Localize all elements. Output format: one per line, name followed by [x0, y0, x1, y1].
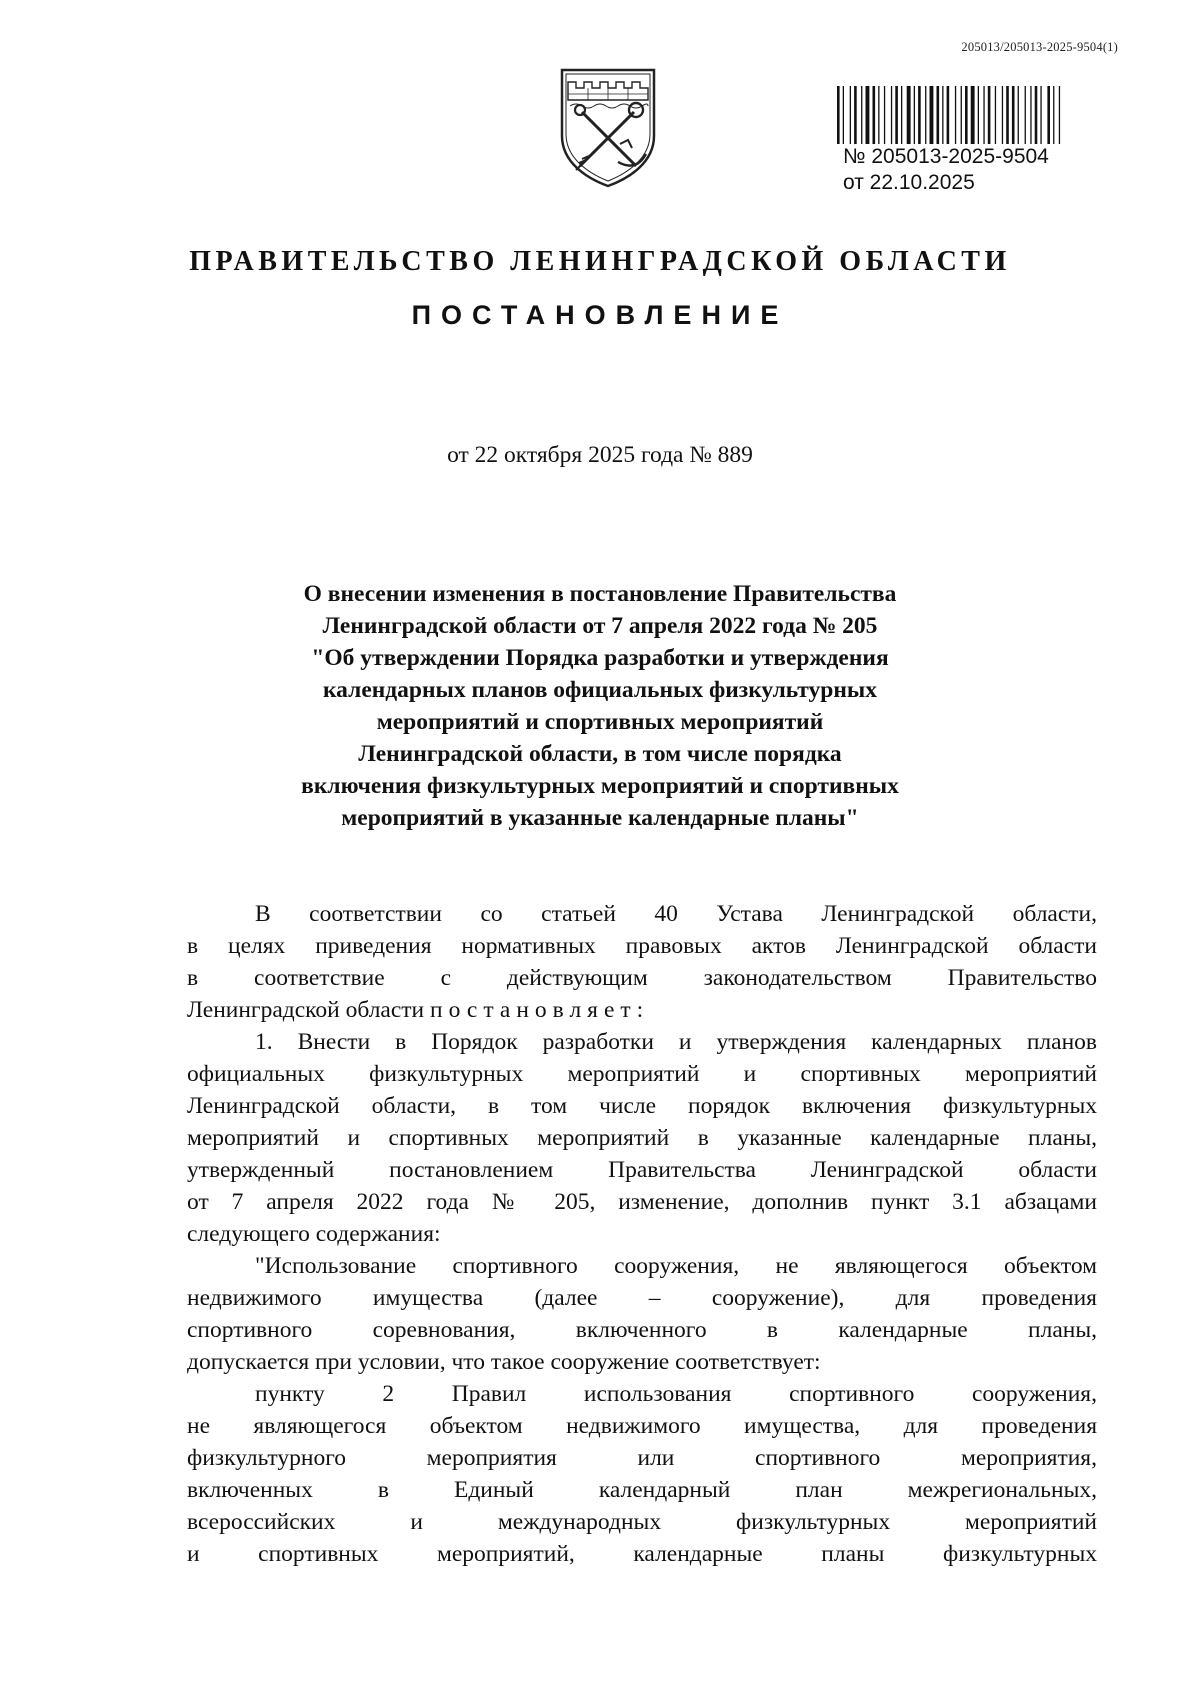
barcode-bar: [971, 86, 975, 144]
barcode-bar: [942, 86, 943, 144]
body-line: следующего содержания:: [187, 1221, 441, 1247]
heading-line: включения физкультурных мероприятий и спортивных: [301, 773, 899, 799]
barcode-bar: [907, 86, 911, 144]
barcode-bar: [1006, 86, 1009, 144]
barcode-bar: [895, 86, 898, 144]
barcode-bar: [965, 86, 968, 144]
government-title: ПРАВИТЕЛЬСТВО ЛЕНИНГРАДСКОЙ ОБЛАСТИ: [189, 246, 1011, 277]
body-line: физкультурного мероприятия или спортивного мероприятия,: [187, 1445, 1097, 1471]
barcode-bar: [961, 86, 962, 144]
body-line: утвержденный постановлением Правительства Ленинградской области: [187, 1157, 1097, 1183]
barcode-bar: [1047, 86, 1050, 144]
body-line: в целях приведения нормативных правовых актов Ленинградской области: [187, 933, 1097, 959]
barcode-bar: [983, 86, 984, 144]
document-reference: 205013/205013-2025-9504(1): [961, 40, 1118, 54]
barcode-bar: [930, 86, 934, 144]
heading-line: Ленинградской области от 7 апреля 2022 года № 205: [322, 613, 878, 639]
body-line: мероприятий и спортивных мероприятий в указанные календарные планы,: [187, 1125, 1097, 1151]
barcode-bar: [978, 86, 979, 144]
body-line: в соответствие с действующим законодательством Правительство: [187, 965, 1097, 991]
barcode-bar: [901, 86, 902, 144]
body-line: пункту 2 Правил использования спортивного сооружения,: [255, 1381, 1097, 1407]
document-date-number: от 22 октября 2025 года № 889: [447, 442, 753, 468]
barcode-bar: [837, 86, 840, 144]
barcode-bar: [937, 86, 940, 144]
barcode-bar: [947, 86, 950, 144]
body-line: спортивного соревнования, включенного в календарные планы,: [187, 1317, 1097, 1343]
barcode-bar: [861, 86, 862, 144]
heading-line: мероприятий и спортивных мероприятий: [376, 709, 824, 735]
body-line: не являющегося объектом недвижимого имущества, для проведения: [187, 1413, 1097, 1439]
barcode-bar: [1018, 86, 1019, 144]
document-body: [187, 898, 1097, 1570]
barcode-bar: [995, 86, 996, 144]
body-line: В соответствии со статьей 40 Устава Ленинградской области,: [255, 901, 1097, 927]
heading-line: Ленинградской области, в том числе порядка: [358, 741, 842, 767]
body-line: допускается при условии, что такое сооружение соответствует:: [187, 1349, 821, 1375]
body-line: "Использование спортивного сооружения, не являющегося объектом: [255, 1253, 1097, 1279]
body-line: включенных в Единый календарный план межрегиональных,: [187, 1477, 1097, 1503]
barcode-bar: [850, 86, 851, 144]
barcode-bar: [884, 86, 885, 144]
barcode-bar: [891, 86, 892, 144]
barcode-bar: [1030, 86, 1031, 144]
leningrad-oblast-coat-of-arms-icon: [556, 66, 660, 190]
barcode-bar: [1002, 86, 1003, 144]
barcode-bar: [1059, 86, 1060, 144]
document-type: ПОСТАНОВЛЕНИЕ: [411, 300, 789, 330]
barcode-bar: [955, 86, 956, 144]
heading-line: мероприятий в указанные календарные планы": [341, 805, 859, 831]
barcode-bar: [988, 86, 991, 144]
body-line: недвижимого имущества (далее – сооружение), для проведения: [187, 1285, 1097, 1311]
barcode-bar: [914, 86, 915, 144]
resolution-keyword: постановляет:: [430, 997, 650, 1023]
registration-block: [835, 86, 1095, 196]
registration-date: от 22.10.2025: [843, 171, 975, 194]
body-text-fragment: Ленинградской области: [187, 997, 425, 1023]
barcode-bar: [1025, 86, 1026, 144]
document-heading: [230, 578, 970, 834]
heading-line: "Об утверждении Порядка разработки и утверждения: [311, 645, 889, 671]
barcode-bar: [918, 86, 921, 144]
body-line: всероссийских и международных физкультурных мероприятий: [187, 1509, 1097, 1535]
barcode-bar: [1012, 86, 1015, 144]
barcode-bar: [873, 86, 876, 144]
barcode-bar: [1040, 86, 1041, 144]
barcode-bar: [1053, 86, 1054, 144]
body-line: от 7 апреля 2022 года № 205, изменение, дополнив пункт 3.1 абзацами: [187, 1189, 1097, 1215]
barcode-bar: [866, 86, 870, 144]
body-line: официальных физкультурных мероприятий и спортивных мероприятий: [187, 1061, 1097, 1087]
body-line: [187, 994, 1097, 1026]
body-line: Ленинградской области, в том числе порядок включения физкультурных: [187, 1093, 1097, 1119]
barcode-icon: [835, 86, 1085, 144]
body-line: 1. Внести в Порядок разработки и утверждения календарных планов: [255, 1029, 1097, 1055]
barcode-bar: [1035, 86, 1038, 144]
barcode-bar: [925, 86, 926, 144]
barcode-bar: [854, 86, 857, 144]
registration-number: № 205013-2025-9504: [843, 145, 1049, 168]
heading-line: О внесении изменения в постановление Правительства: [303, 581, 897, 607]
barcode-bar: [843, 86, 844, 144]
heading-line: календарных планов официальных физкультурных: [323, 677, 877, 703]
barcode-bar: [878, 86, 879, 144]
body-line: и спортивных мероприятий, календарные планы физкультурных: [187, 1541, 1097, 1567]
